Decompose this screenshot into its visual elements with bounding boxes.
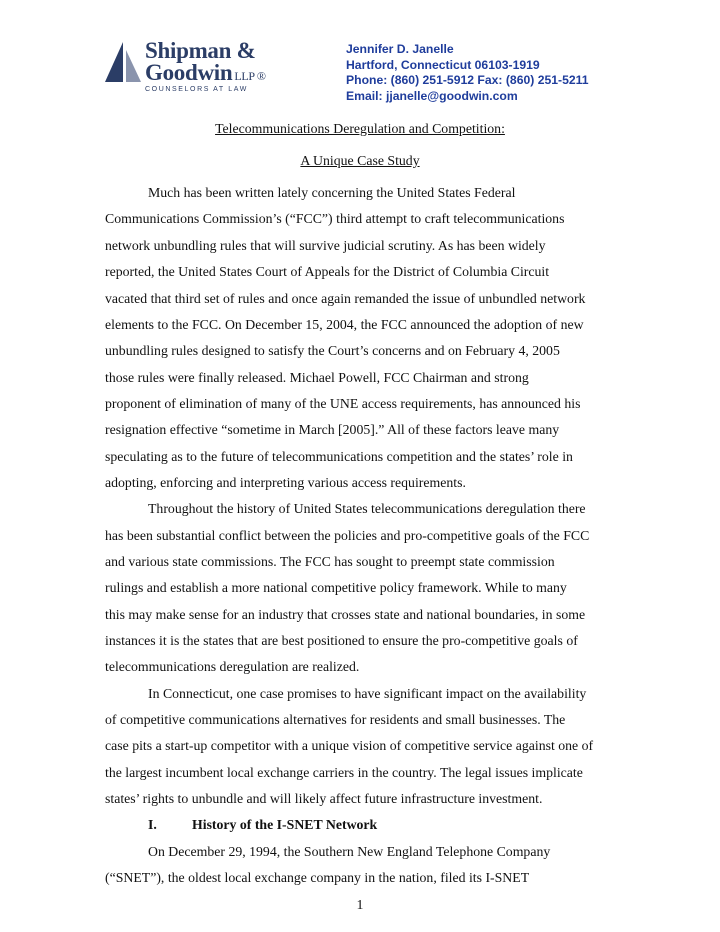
- section-heading-text: History of the I-SNET Network: [192, 817, 378, 832]
- contact-phone-fax: Phone: (860) 251-5912 Fax: (860) 251-5211: [346, 73, 589, 87]
- body-line: those rules were finally released. Michael Powell, FCC Chairman and strong: [105, 370, 529, 385]
- body-line: instances it is the states that are best positioned to ensure the pro-competitive goals of: [105, 633, 578, 648]
- body-line: Much has been written lately concerning the United States Federal: [148, 185, 516, 200]
- body-line: (“SNET”), the oldest local exchange company in the nation, filed its I-SNET: [105, 870, 530, 885]
- contact-name: Jennifer D. Janelle: [346, 42, 454, 56]
- body-line: states’ rights to unbundle and will likely affect future infrastructure investment.: [105, 791, 543, 806]
- contact-block: [346, 42, 589, 104]
- logo-name-goodwin: Goodwin: [145, 60, 233, 85]
- body-line: unbundling rules designed to satisfy the Court’s concerns and on February 4, 2005: [105, 343, 560, 358]
- firm-logo: [105, 38, 265, 98]
- body-line: rulings and establish a more national competitive policy framework. While to many: [105, 580, 567, 595]
- body-line: In Connecticut, one case promises to have significant impact on the availability: [148, 686, 587, 701]
- body-line: resignation effective “sometime in March [2005].” All of these factors leave many: [105, 422, 560, 437]
- body-line: adopting, enforcing and interpreting various access requirements.: [105, 475, 466, 490]
- body-line: speculating as to the future of telecommunications competition and the states’ role in: [105, 449, 573, 464]
- body-line: network unbundling rules that will survive judicial scrutiny. As has been widely: [105, 238, 546, 253]
- contact-email: Email: jjanelle@goodwin.com: [346, 88, 518, 103]
- logo-tagline: COUNSELORS AT LAW: [145, 86, 248, 93]
- body-line: has been substantial conflict between the policies and pro-competitive goals of the FCC: [105, 528, 590, 543]
- body-line: telecommunications deregulation are realized.: [105, 659, 360, 674]
- body-line: of competitive communications alternatives for residents and small businesses. The: [105, 712, 566, 727]
- page-number: 1: [356, 897, 364, 912]
- body-line: vacated that third set of rules and once again remanded the issue of unbundled network: [105, 291, 586, 306]
- body-line: Communications Commission’s (“FCC”) third attempt to craft telecommunications: [105, 211, 565, 226]
- logo-llp: LLP: [234, 69, 255, 83]
- document-title: Telecommunications Deregulation and Competition:: [215, 121, 505, 136]
- section-number: I.: [148, 817, 157, 832]
- contact-address: Hartford, Connecticut 06103-1919: [346, 57, 540, 72]
- registered-mark: ®: [256, 69, 266, 83]
- sail-logo-icon: [105, 42, 141, 82]
- body-line: case pits a start-up competitor with a unique vision of competitive service against one of: [105, 738, 594, 753]
- logo-name-line2: [145, 60, 266, 86]
- body-line: this may make sense for an industry that crosses state and national boundaries, in some: [105, 607, 586, 622]
- body-line: reported, the United States Court of Appeals for the District of Columbia Circuit: [105, 264, 550, 279]
- document-subtitle: A Unique Case Study: [300, 153, 420, 168]
- body-line: elements to the FCC. On December 15, 2004, the FCC announced the adoption of new: [105, 317, 584, 332]
- body-line: proponent of elimination of many of the UNE access requirements, has announced his: [105, 396, 581, 411]
- body-line: the largest incumbent local exchange carriers in the country. The legal issues implicate: [105, 765, 583, 780]
- body-line: Throughout the history of United States telecommunications deregulation there: [148, 501, 586, 516]
- logo-name-line1: Shipman &: [145, 38, 256, 63]
- section-heading: [148, 817, 377, 833]
- body-line: and various state commissions. The FCC has sought to preempt state commission: [105, 554, 555, 569]
- body-line: On December 29, 1994, the Southern New England Telephone Company: [148, 844, 551, 859]
